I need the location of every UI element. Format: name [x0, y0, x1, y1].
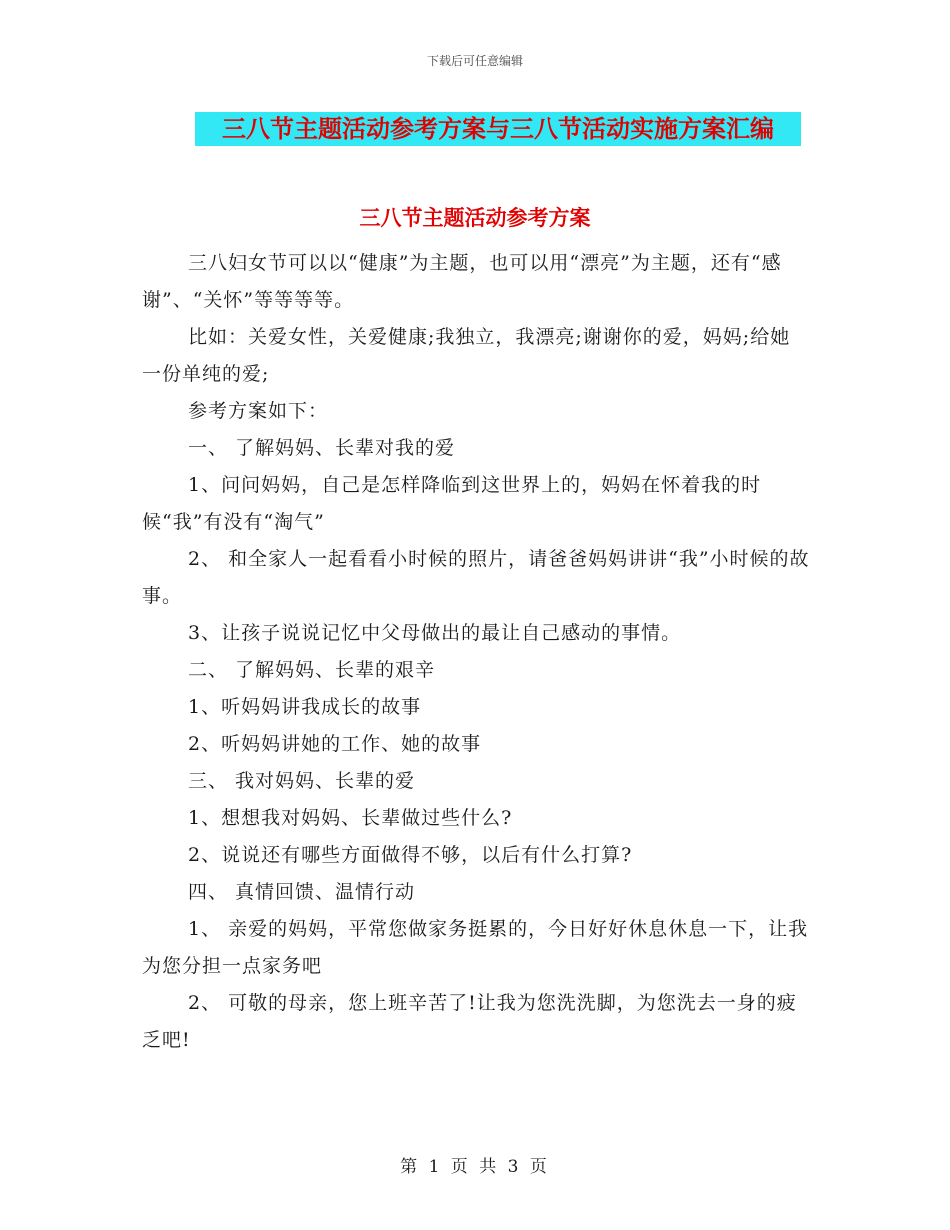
- page-number: 第 1 页 共 3 页: [400, 1157, 550, 1177]
- paragraph: 1、 亲爱的妈妈，平常您做家务挺累的，今日好好休息休息一下，让我为您分担一点家务吧: [142, 918, 809, 977]
- document-title: 三八节主题活动参考方案与三八节活动实施方案汇编: [195, 112, 801, 146]
- paragraph: 参考方案如下：: [188, 400, 329, 422]
- paragraph: 1、听妈妈讲我成长的故事: [188, 696, 422, 718]
- paragraph: 四、 真情回馈、温情行动: [188, 881, 416, 903]
- header-note: 下载后可任意编辑: [426, 54, 523, 68]
- paragraph: 3、让孩子说说记忆中父母做出的最让自己感动的事情。: [188, 622, 682, 644]
- paragraph: 2、 可敬的母亲，您上班辛苦了!让我为您洗洗脚，为您洗去一身的疲乏吧!: [142, 992, 797, 1051]
- paragraph: 1、想想我对妈妈、长辈做过些什么?: [188, 807, 513, 829]
- paragraph: 三八妇女节可以以“健康”为主题，也可以用“漂亮”为主题，还有“感谢”、“关怀”等等等等。: [142, 252, 782, 311]
- paragraph: 一、 了解妈妈、长辈对我的爱: [188, 437, 456, 459]
- paragraph: 二、 了解妈妈、长辈的艰辛: [188, 659, 436, 681]
- paragraph: 2、 和全家人一起看看小时候的照片，请爸爸妈妈讲讲“我”小时候的故事。: [142, 548, 810, 607]
- paragraph: 1、问问妈妈，自己是怎样降临到这世界上的，妈妈在怀着我的时候“我”有没有“淘气”: [142, 474, 762, 533]
- document-body: [142, 245, 810, 1059]
- paragraph: 2、听妈妈讲她的工作、她的故事: [188, 733, 482, 755]
- paragraph: 2、说说还有哪些方面做得不够，以后有什么打算?: [188, 844, 633, 866]
- section-title: 三八节主题活动参考方案: [359, 205, 591, 230]
- paragraph: 比如：关爱女性，关爱健康;我独立，我漂亮;谢谢你的爱，妈妈;给她一份单纯的爱;: [142, 326, 791, 385]
- paragraph: 三、 我对妈妈、长辈的爱: [188, 770, 416, 792]
